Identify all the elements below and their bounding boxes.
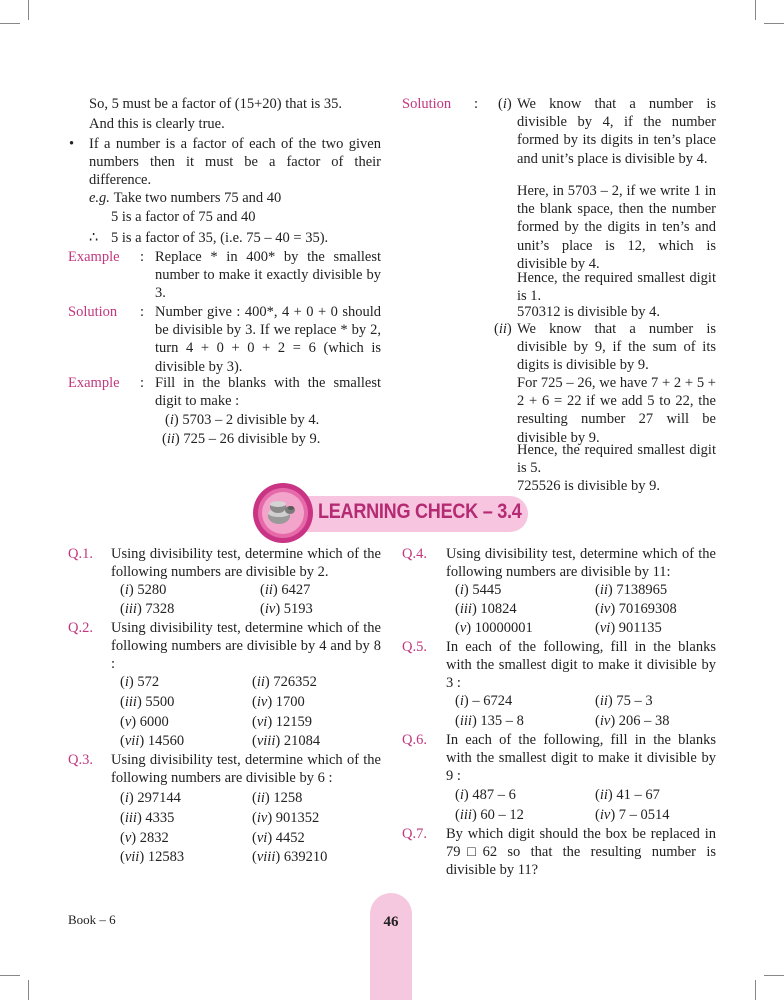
question-text: Using divisibility test, determine which of the following numbers are divisible by 4 and by 8 : xyxy=(111,620,381,673)
option-value: 901135 xyxy=(618,620,662,636)
part-text: 5703 – 2 divisible by 4. xyxy=(182,412,320,428)
question-label: Q.2. xyxy=(68,620,93,636)
roman-numeral: iii xyxy=(459,807,472,823)
example-2-label: Example xyxy=(68,375,120,391)
solution-1-label: Solution xyxy=(68,304,118,320)
roman-numeral: v xyxy=(124,829,132,846)
roman-numeral: vii xyxy=(124,849,140,866)
solution-part-ii-text: We know that a number is divisible by 9, if the sum of its digits is divisible by 9. xyxy=(517,321,716,374)
question-option: (iv) 1700 xyxy=(252,693,305,710)
question-text: In each of the following, fill in the blanks with the smallest digit to make it divisible by 3 : xyxy=(446,639,716,692)
crop-mark xyxy=(764,23,784,24)
colon: : xyxy=(140,375,145,391)
part-text: 725 – 26 divisible by 9. xyxy=(183,431,321,447)
roman-numeral: ii xyxy=(256,674,265,690)
question-option: (i) 487 – 6 xyxy=(455,787,516,803)
footer-book-label: Book – 6 xyxy=(68,912,116,927)
roman-numeral: viii xyxy=(256,733,276,750)
option-value: 12159 xyxy=(275,713,313,730)
example-1-text: Replace * in 400* by the smallest number to make it exactly divisible by 3. xyxy=(155,249,381,302)
question-option: (i) 5280 xyxy=(120,582,167,598)
question-text: Using divisibility test, determine which of the following numbers are divisible by 6 : xyxy=(111,752,381,787)
solution-part-i-text: We know that a number is divisible by 4, if the number formed by its digits in ten’s place and unit’s place is divisible by 4. xyxy=(517,96,716,167)
option-value: 1700 xyxy=(275,693,305,710)
roman-numeral: vii xyxy=(124,733,140,750)
solution-part-i-result: 570312 is divisible by 4. xyxy=(517,304,660,320)
example-eg-line xyxy=(89,189,281,207)
learning-check-icon xyxy=(252,482,314,544)
solution-part-i-hence: Hence, the required smallest digit is 1. xyxy=(517,270,716,305)
question-option: (i) 572 xyxy=(120,674,160,690)
roman-numeral: iv xyxy=(599,713,611,729)
question-option: (iii) 135 – 8 xyxy=(455,713,524,729)
roman-numeral: iii xyxy=(124,693,137,710)
roman-numeral: i xyxy=(459,693,464,709)
question-option: (ii) 41 – 67 xyxy=(595,787,660,803)
question-text: By which digit should the box be replaced in 79□62 so that the resulting number is divisible by 11? xyxy=(446,826,716,879)
option-value: 14560 xyxy=(147,733,185,750)
roman-numeral: viii xyxy=(256,849,276,866)
question-option: (vi) 12159 xyxy=(252,713,313,730)
roman-numeral: ii xyxy=(599,693,608,709)
roman-numeral: vi xyxy=(256,829,268,846)
eg-line-2: 5 is a factor of 75 and 40 xyxy=(111,209,256,225)
roman-numeral: i xyxy=(124,674,129,690)
left-paragraph-1: So, 5 must be a factor of (15+20) that is 35. xyxy=(89,96,343,112)
option-value: 10824 xyxy=(480,601,517,617)
eg-line-3: 5 is a factor of 35, (i.e. 75 – 40 = 35). xyxy=(111,230,329,246)
bullet: • xyxy=(69,136,75,152)
roman-numeral: iii xyxy=(459,601,472,617)
option-value: 7138965 xyxy=(616,582,668,598)
solution-part-ii-result: 725526 is divisible by 9. xyxy=(517,478,660,494)
question-option: (ii) 6427 xyxy=(260,582,311,598)
question-option: (viii) 21084 xyxy=(252,733,321,750)
option-value: 5193 xyxy=(283,600,313,617)
crop-mark xyxy=(764,975,784,976)
roman-numeral: ii xyxy=(166,431,175,447)
roman-numeral: iv xyxy=(599,807,611,823)
option-value: 7 – 0514 xyxy=(618,807,670,823)
page-number: 46 xyxy=(383,914,399,930)
question-option: (viii) 639210 xyxy=(252,849,328,866)
question-option: (iv) 70169308 xyxy=(595,601,677,617)
question-label: Q.3. xyxy=(68,752,93,768)
roman-numeral: iii xyxy=(124,600,137,617)
option-value: 639210 xyxy=(283,849,328,866)
option-value: 10000001 xyxy=(474,620,533,636)
question-option: (vii) 14560 xyxy=(120,733,185,750)
question-text: In each of the following, fill in the blanks with the smallest digit to make it divisible by 9 : xyxy=(446,732,716,785)
option-value: 5500 xyxy=(145,693,175,710)
crop-mark xyxy=(28,0,29,20)
eg-label: e.g. xyxy=(89,190,110,206)
question-label: Q.6. xyxy=(402,732,427,748)
option-value: 5445 xyxy=(472,582,502,598)
learning-check-title: LEARNING CHECK – 3.4 xyxy=(318,500,522,523)
option-value: 901352 xyxy=(275,809,320,826)
option-value: 2832 xyxy=(139,829,169,846)
question-option: (iii) 10824 xyxy=(455,601,517,617)
option-value: 6427 xyxy=(281,582,311,598)
question-option: (iv) 901352 xyxy=(252,809,320,826)
solution-part-i-here: Here, in 5703 – 2, if we write 1 in the blank space, then the number formed by the digits in ten’s and unit’s place is 12, which is divisible by 4. xyxy=(517,183,716,272)
roman-numeral: iv xyxy=(256,693,268,710)
question-option: (vii) 12583 xyxy=(120,849,185,866)
option-value: – 6724 xyxy=(472,693,513,709)
roman-numeral: i xyxy=(169,412,174,428)
option-value: 1258 xyxy=(273,790,303,806)
option-value: 12583 xyxy=(147,849,185,866)
question-option: (iv) 206 – 38 xyxy=(595,713,670,729)
solution-part-ii-num: (ii) xyxy=(494,321,512,337)
question-option: (v) 10000001 xyxy=(455,620,533,636)
left-paragraph-2: And this is clearly true. xyxy=(89,116,225,132)
question-label: Q.1. xyxy=(68,546,93,562)
roman-numeral: vi xyxy=(599,620,611,636)
option-value: 4452 xyxy=(275,829,305,846)
question-option: (i) – 6724 xyxy=(455,693,513,709)
question-option: (vi) 901135 xyxy=(595,620,662,636)
roman-numeral: iv xyxy=(256,809,268,826)
option-value: 726352 xyxy=(273,674,317,690)
question-option: (iii) 60 – 12 xyxy=(455,807,524,823)
question-option: (vi) 4452 xyxy=(252,829,305,846)
example-2-part-ii: (ii) 725 – 26 divisible by 9. xyxy=(162,431,321,447)
roman-numeral: i xyxy=(124,582,129,598)
question-option: (v) 2832 xyxy=(120,829,169,846)
question-option: (ii) 726352 xyxy=(252,674,317,690)
roman-numeral: ii xyxy=(599,582,608,598)
roman-numeral: ii xyxy=(498,321,507,337)
option-value: 572 xyxy=(137,674,160,690)
roman-numeral: iv xyxy=(599,601,611,617)
option-value: 135 – 8 xyxy=(480,713,524,729)
option-value: 5280 xyxy=(137,582,167,598)
roman-numeral: ii xyxy=(599,787,608,803)
example-2-part-i: (i) 5703 – 2 divisible by 4. xyxy=(165,412,320,428)
question-option: (ii) 75 – 3 xyxy=(595,693,653,709)
crop-mark xyxy=(0,975,20,976)
crop-mark xyxy=(28,980,29,1000)
page-number-band xyxy=(370,893,412,1000)
solution-part-ii-hence: Hence, the required smallest digit is 5. xyxy=(517,442,716,477)
option-value: 21084 xyxy=(283,733,321,750)
solution-1-text: Number give : 400*, 4 + 0 + 0 should be divisible by 3. If we replace * by 2, turn 4 + 0 + 0 + 2 = 6 (which is divisible by 3). xyxy=(155,304,381,375)
bullet-text: If a number is a factor of each of the two given numbers then it must be a factor of their difference. xyxy=(89,136,381,189)
roman-numeral: iii xyxy=(459,713,472,729)
colon: : xyxy=(140,304,145,320)
roman-numeral: v xyxy=(459,620,467,636)
example-2-text: Fill in the blanks with the smallest digit to make : xyxy=(155,375,381,410)
option-value: 60 – 12 xyxy=(480,807,524,823)
eg-text: Take two numbers 75 and 40 xyxy=(113,190,282,206)
option-value: 206 – 38 xyxy=(618,713,670,729)
question-label: Q.4. xyxy=(402,546,427,562)
question-option: (iii) 4335 xyxy=(120,809,175,826)
option-value: 75 – 3 xyxy=(616,693,653,709)
solution-2-label: Solution xyxy=(402,96,452,112)
roman-numeral: ii xyxy=(264,582,273,598)
colon: : xyxy=(140,249,145,265)
roman-numeral: vi xyxy=(256,713,268,730)
question-option: (i) 297144 xyxy=(120,790,181,806)
question-option: (iv) 7 – 0514 xyxy=(595,807,670,823)
option-value: 6000 xyxy=(139,713,169,730)
question-option: (iii) 7328 xyxy=(120,600,175,617)
option-value: 297144 xyxy=(137,790,181,806)
question-option: (ii) 1258 xyxy=(252,790,303,806)
option-value: 70169308 xyxy=(618,601,677,617)
roman-numeral: i xyxy=(459,582,464,598)
roman-numeral: i xyxy=(502,96,507,112)
roman-numeral: v xyxy=(124,713,132,730)
example-1-label: Example xyxy=(68,249,120,265)
question-text: Using divisibility test, determine which of the following numbers are divisible by 11: xyxy=(446,546,716,581)
roman-numeral: iv xyxy=(264,600,276,617)
option-value: 41 – 67 xyxy=(616,787,660,803)
solution-part-ii-for: For 725 – 26, we have 7 + 2 + 5 + 2 + 6 = 22 if we add 5 to 22, the resulting number 27 will be divisible by 9. xyxy=(517,375,716,446)
question-option: (iii) 5500 xyxy=(120,693,175,710)
question-text: Using divisibility test, determine which of the following numbers are divisible by 2. xyxy=(111,546,381,581)
question-label: Q.7. xyxy=(402,826,427,842)
crop-mark xyxy=(755,980,756,1000)
crop-mark xyxy=(755,0,756,20)
question-option: (iv) 5193 xyxy=(260,600,313,617)
question-option: (i) 5445 xyxy=(455,582,502,598)
colon: : xyxy=(474,96,479,112)
roman-numeral: ii xyxy=(256,790,265,806)
option-value: 4335 xyxy=(145,809,175,826)
therefore-symbol: ∴ xyxy=(89,230,99,246)
question-label: Q.5. xyxy=(402,639,427,655)
roman-numeral: i xyxy=(459,787,464,803)
question-option: (v) 6000 xyxy=(120,713,169,730)
question-option: (ii) 7138965 xyxy=(595,582,668,598)
crop-mark xyxy=(0,23,20,24)
option-value: 487 – 6 xyxy=(472,787,516,803)
roman-numeral: iii xyxy=(124,809,137,826)
roman-numeral: i xyxy=(124,790,129,806)
solution-part-i-num: (i) xyxy=(498,96,512,112)
option-value: 7328 xyxy=(145,600,175,617)
